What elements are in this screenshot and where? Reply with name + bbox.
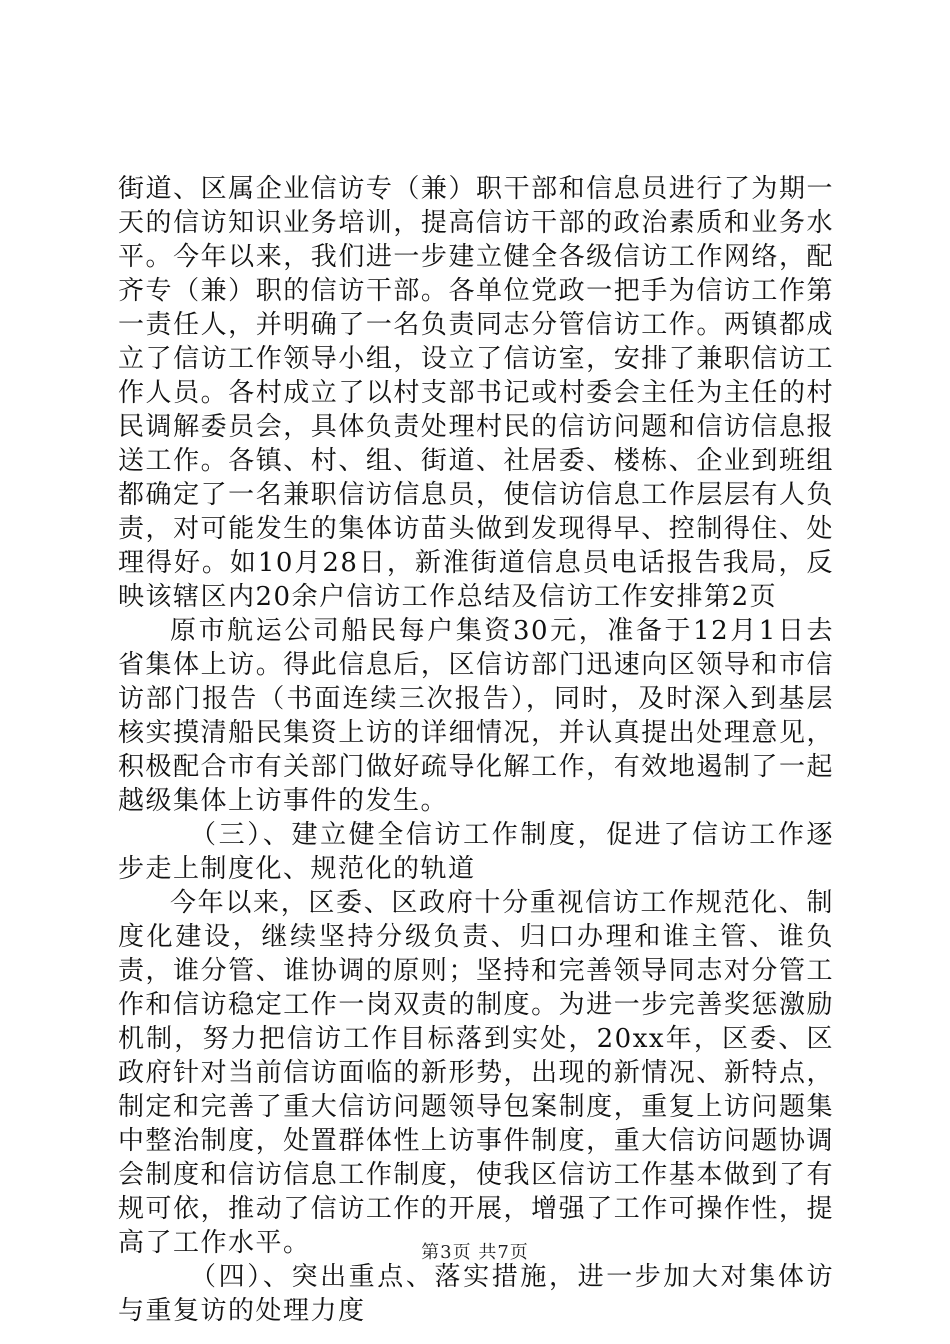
paragraph-2: 原市航运公司船民每户集资30元，准备于12月1日去省集体上访。得此信息后，区信访部门迅速向区领导和市信访部门报告（书面连续三次报告），同时，及时深入到基层核实摸清船民集资上访的详细情况，并认真提出处理意见，积极配合市有关部门做好疏导化解工作，有效地遏制了一起越级集体上访事件的发生。 <box>118 616 834 816</box>
paragraph-4: 今年以来，区委、区政府十分重视信访工作规范化、制度化建设，继续坚持分级负责、归口办理和谁主管、谁负责，谁分管、谁协调的原则；坚持和完善领导同志对分管工作和信访稳定工作一岗双责的制度。为进一步完善奖惩激励机制，努力把信访工作目标落到实处，20xx年，区委、区政府针对当前信访面临的新形势，出现的新情况、新特点，制定和完善了重大信访问题领导包案制度，重复上访问题集中整治制度，处置群体性上访事件制度，重大信访问题协调会制度和信访信息工作制度，使我区信访工作基本做到了有规可依，推动了信访工作的开展，增强了工作可操作性，提高了工作水平。 <box>118 888 834 1258</box>
page-footer: 第3页 共7页 <box>421 1242 529 1263</box>
section-heading-4: （四）、突出重点、落实措施，进一步加大对集体访与重复访的处理力度 <box>118 1262 834 1326</box>
section-heading-3: （三）、建立健全信访工作制度，促进了信访工作逐步走上制度化、规范化的轨道 <box>118 820 834 884</box>
document-body <box>118 172 834 1328</box>
paragraph-1: 街道、区属企业信访专（兼）职干部和信息员进行了为期一天的信访知识业务培训，提高信访干部的政治素质和业务水平。今年以来，我们进一步建立健全各级信访工作网络，配齐专（兼）职的信访干部。各单位党政一把手为信访工作第一责任人，并明确了一名负责同志分管信访工作。两镇都成立了信访工作领导小组，设立了信访室，安排了兼职信访工作人员。各村成立了以村支部书记或村委会主任为主任的村民调解委员会，具体负责处理村民的信访问题和信访信息报送工作。各镇、村、组、街道、社居委、楼栋、企业到班组都确定了一名兼职信访信息员，使信访信息工作层层有人负责，对可能发生的集体访苗头做到发现得早、控制得住、处理得好。如10月28日，新淮街道信息员电话报告我局，反映该辖区内20余户信访工作总结及信访工作安排第2页 <box>118 174 834 612</box>
